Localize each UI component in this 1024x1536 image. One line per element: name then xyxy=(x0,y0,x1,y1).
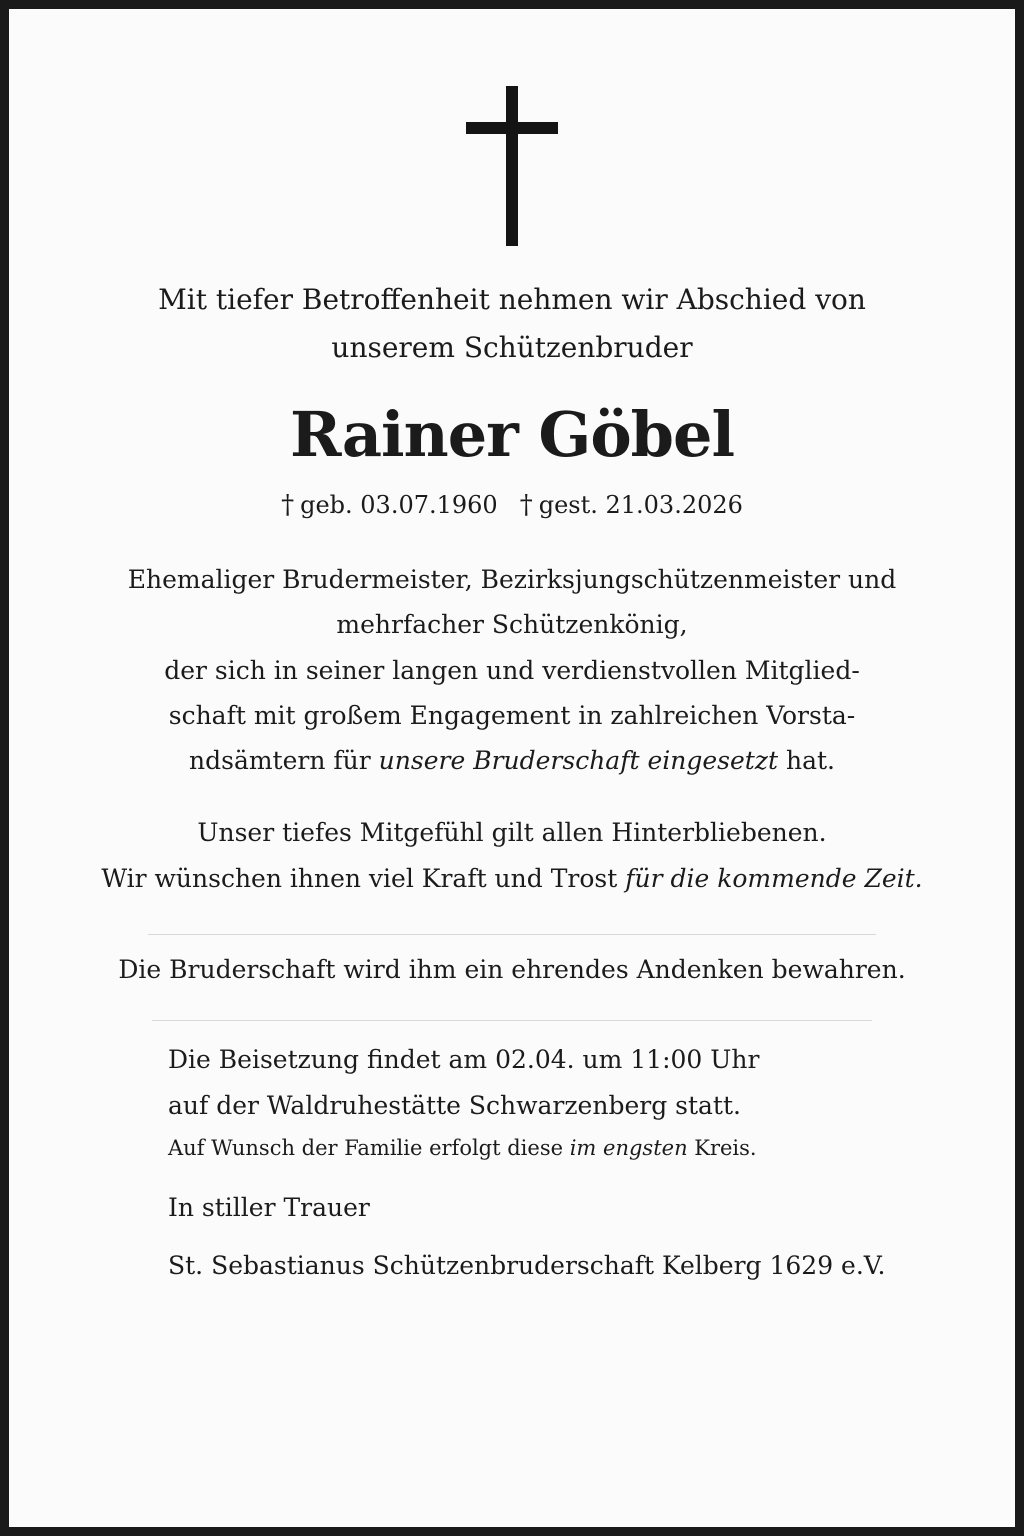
dagger-icon: † xyxy=(281,490,295,520)
dagger-icon: † xyxy=(519,490,533,520)
condolence-line-1: Unser tiefes Mitgefühl gilt allen Hinterbliebenen. xyxy=(197,818,827,847)
birth-date: geb. 03.07.1960 xyxy=(300,491,498,519)
condolence-italic: für die kommende Zeit. xyxy=(625,864,923,893)
funeral-text: Kreis. xyxy=(694,1136,757,1160)
condolence-text: Wir wünschen ihnen viel Kraft und Trost xyxy=(101,864,618,893)
intro-line-2: unserem Schützenbruder xyxy=(331,331,693,364)
death-date: gest. 21.03.2026 xyxy=(538,491,743,519)
signature: St. Sebastianus Schützenbruderschaft Kelberg 1629 e.V. xyxy=(168,1251,886,1280)
funeral-line-1: Die Beisetzung findet am 02.04. um 11:00 Uhr xyxy=(168,1045,760,1074)
tribute-text: ndsämtern für xyxy=(189,746,371,775)
condolence-line-2 xyxy=(0,864,1024,893)
tribute-line-2: mehrfacher Schützenkönig, xyxy=(336,610,688,639)
mourning-line: In stiller Trauer xyxy=(168,1193,370,1222)
tribute-italic: unsere Bruderschaft eingesetzt xyxy=(378,746,779,775)
cross-icon xyxy=(466,86,558,246)
tribute-line-1: Ehemaliger Brudermeister, Bezirksjungschützenmeister und xyxy=(127,565,897,594)
tribute-line-5 xyxy=(0,746,1024,775)
life-dates xyxy=(0,490,1024,520)
deceased-name: Rainer Göbel xyxy=(289,398,735,471)
funeral-line-2: auf der Waldruhestätte Schwarzenberg statt. xyxy=(168,1091,741,1120)
divider xyxy=(152,1020,872,1021)
intro-line-1: Mit tiefer Betroffenheit nehmen wir Abschied von xyxy=(158,283,866,316)
tribute-text: hat. xyxy=(785,746,835,775)
funeral-text: Auf Wunsch der Familie erfolgt diese xyxy=(168,1136,564,1160)
divider xyxy=(148,934,876,935)
tribute-line-3: der sich in seiner langen und verdienstvollen Mitglied- xyxy=(164,656,860,685)
funeral-italic: im engsten xyxy=(569,1136,688,1160)
tribute-line-4: schaft mit großem Engagement in zahlreichen Vorsta- xyxy=(168,701,856,730)
funeral-line-3 xyxy=(168,1136,757,1160)
memory-line: Die Bruderschaft wird ihm ein ehrendes Andenken bewahren. xyxy=(118,955,906,984)
